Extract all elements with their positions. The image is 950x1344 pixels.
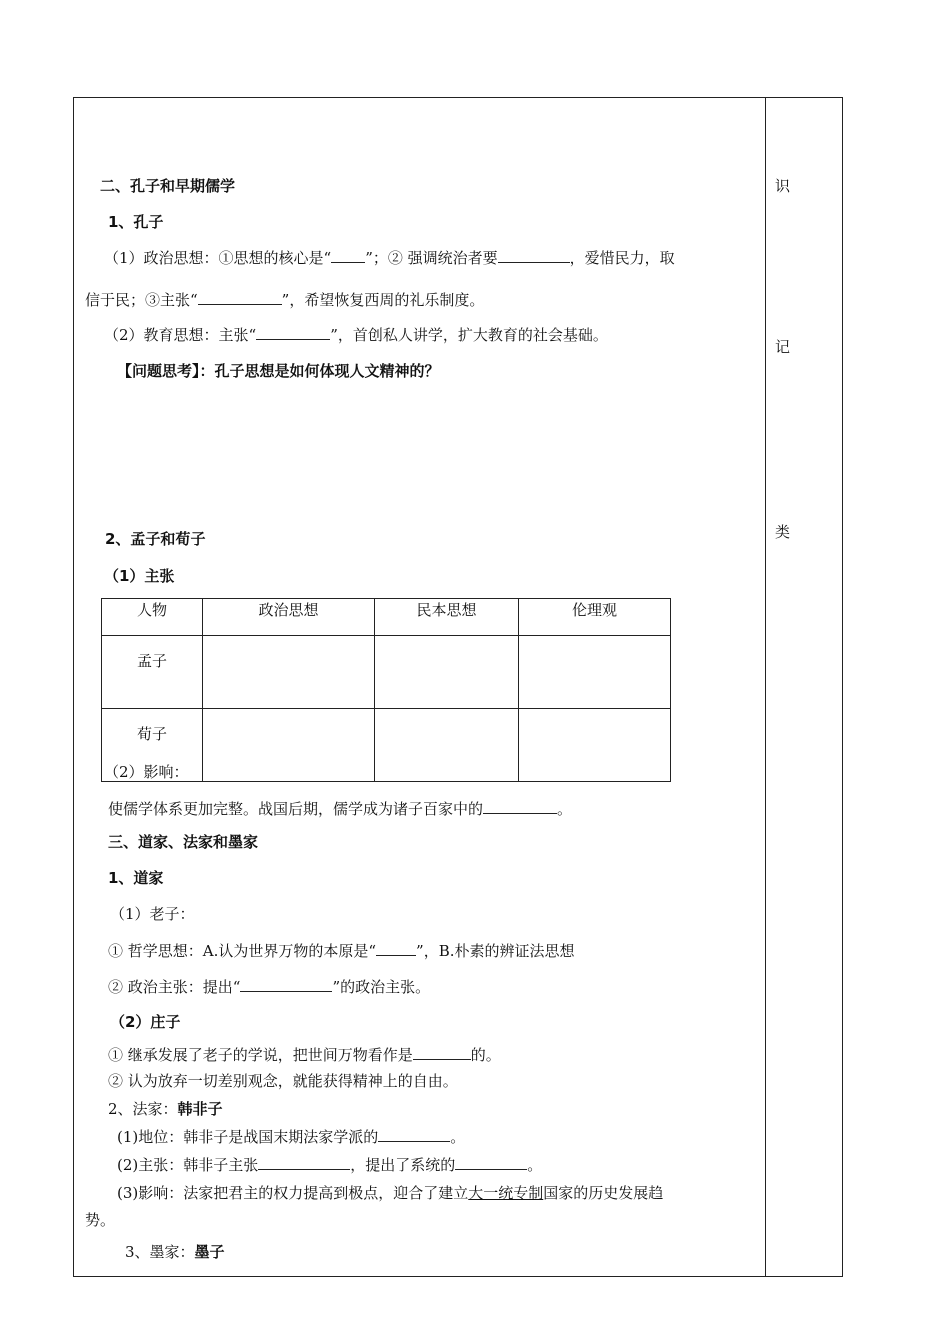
side-label-1: 识	[775, 177, 791, 195]
table-cell	[203, 636, 375, 709]
blank	[498, 247, 570, 263]
table-header: 伦理观	[519, 599, 671, 636]
section2-title: 二、孔子和早期儒学	[100, 177, 236, 195]
blank	[455, 1154, 527, 1170]
question-prompt: 【问题思考】：孔子思想是如何体现人文精神的？	[117, 362, 440, 380]
taoism-heading: 1、道家	[108, 869, 164, 887]
blank	[378, 1126, 450, 1142]
legalism-status-line: (1)地位：韩非子是战国末期法家学派的 。	[117, 1128, 466, 1146]
comparison-table	[101, 598, 671, 782]
column-divider	[765, 97, 766, 1277]
legalism-impact-line-2: 势。	[85, 1211, 116, 1229]
table-cell	[375, 636, 519, 709]
table-cell	[375, 709, 519, 782]
mencius-xunzi-heading: 2、孟子和荀子	[105, 530, 206, 548]
table-header-row	[102, 599, 671, 636]
zhuangzi-heading: （2）庄子	[110, 1013, 181, 1031]
table-row	[102, 636, 671, 709]
political-thought-line-2: 信于民；③主张“ ”，希望恢复西周的礼乐制度。	[85, 291, 485, 309]
table-cell: 孟子	[102, 636, 203, 709]
education-thought-line: （2）教育思想：主张“ ”，首创私人讲学，扩大教育的社会基础。	[104, 326, 608, 344]
blank	[376, 940, 416, 956]
blank	[413, 1044, 471, 1060]
table-cell	[519, 709, 671, 782]
legalism-claims-line: (2)主张：韩非子主张 ，提出了系统的 。	[117, 1156, 543, 1174]
blank	[256, 324, 330, 340]
table-header: 人物	[102, 599, 203, 636]
legalism-impact-line: (3)影响：法家把君主的权力提高到极点，迎合了建立大一统专制国家的历史发展趋	[117, 1184, 664, 1202]
impact-heading: （2）影响：	[104, 763, 189, 781]
table-header: 政治思想	[203, 599, 375, 636]
blank	[198, 289, 282, 305]
side-label-3: 类	[775, 523, 791, 541]
blank	[258, 1154, 350, 1170]
political-thought-line: （1）政治思想：①思想的核心是“ ”；② 强调统治者要 ，爱惜民力，取	[104, 249, 675, 267]
mohism-heading: 3、墨家：墨子	[125, 1243, 225, 1261]
side-label-2: 记	[775, 338, 791, 356]
table-header: 民本思想	[375, 599, 519, 636]
blank	[331, 247, 365, 263]
table-cell	[203, 709, 375, 782]
zhuangzi-line-1: ① 继承发展了老子的学说，把世间万物看作是 的。	[108, 1046, 501, 1064]
confucius-heading: 1、孔子	[108, 213, 164, 231]
laozi-heading: （1）老子：	[110, 905, 195, 923]
legalism-heading: 2、法家：韩非子	[108, 1100, 223, 1118]
claims-heading: （1）主张	[104, 567, 175, 585]
impact-line: 使儒学体系更加完整。战国后期，儒学成为诸子百家中的 。	[108, 800, 573, 818]
zhuangzi-line-2: ② 认为放弃一切差别观念，就能获得精神上的自由。	[108, 1072, 458, 1090]
laozi-politics-line: ② 政治主张：提出“ ”的政治主张。	[108, 978, 431, 996]
blank	[240, 976, 332, 992]
laozi-philosophy-line: ① 哲学思想：A.认为世界万物的本原是“ ”，B.朴素的辨证法思想	[108, 942, 575, 960]
section3-title: 三、道家、法家和墨家	[108, 833, 259, 851]
table-cell	[519, 636, 671, 709]
blank	[483, 798, 557, 814]
table-cell: 荀子	[102, 709, 203, 782]
